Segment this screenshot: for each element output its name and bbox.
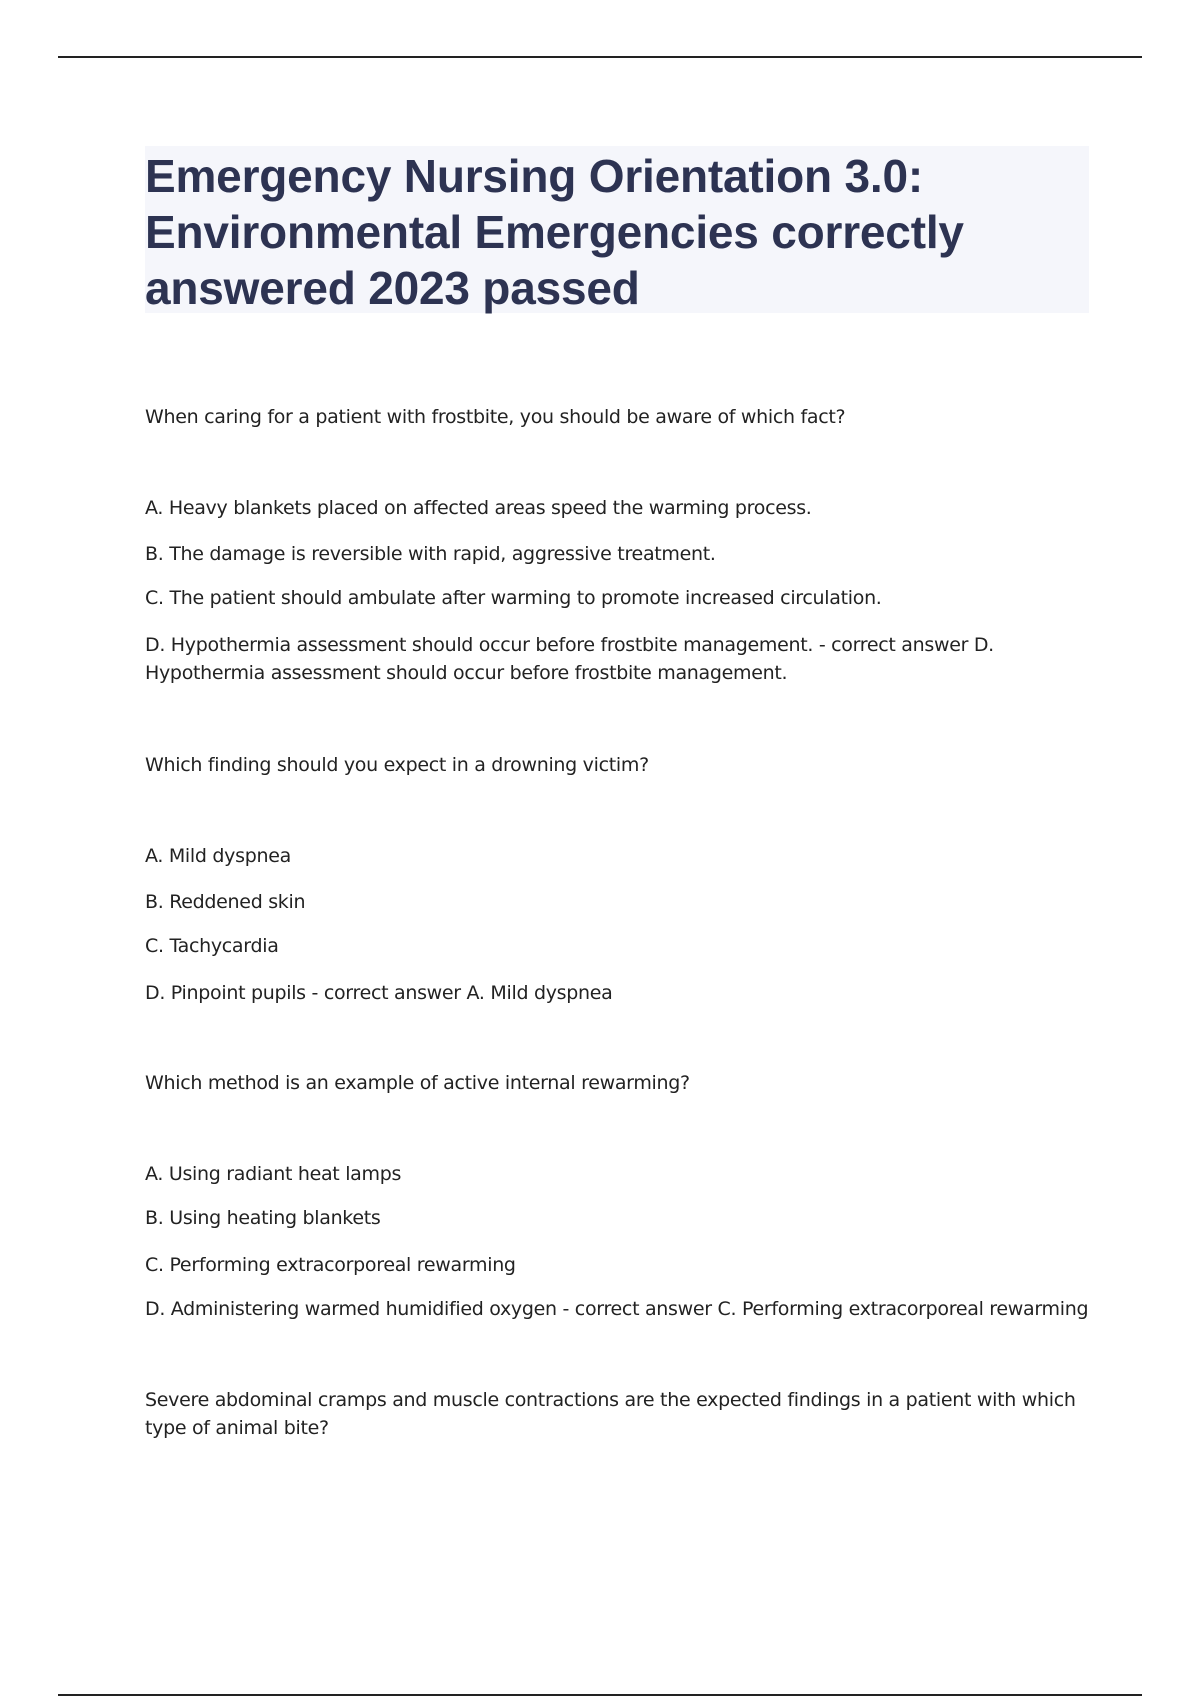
question-2-option-b: B. Reddened skin xyxy=(145,891,306,913)
question-2-option-d: D. Pinpoint pupils - correct answer A. Mild dyspnea xyxy=(145,982,613,1004)
bottom-rule xyxy=(58,1694,1142,1696)
question-4: Severe abdominal cramps and muscle contractions are the expected findings in a patient with which type of animal bite? xyxy=(145,1389,1076,1439)
question-2: Which finding should you expect in a drowning victim? xyxy=(145,754,649,776)
question-3-option-a: A. Using radiant heat lamps xyxy=(145,1163,402,1185)
question-1-option-b: B. The damage is reversible with rapid, aggressive treatment. xyxy=(145,543,716,565)
question-2-option-a: A. Mild dyspnea xyxy=(145,845,291,867)
question-3: Which method is an example of active internal rewarming? xyxy=(145,1072,690,1094)
question-1-option-d: D. Hypothermia assessment should occur before frostbite management. - correct answer D. Hypothermia assessment should occur before frostbite management. xyxy=(145,634,994,684)
title-box xyxy=(145,146,1089,313)
question-1-option-c: C. The patient should ambulate after warming to promote increased circulation. xyxy=(145,587,882,609)
question-3-option-c: C. Performing extracorporeal rewarming xyxy=(145,1254,516,1276)
question-3-option-b: B. Using heating blankets xyxy=(145,1207,381,1229)
top-rule xyxy=(58,56,1142,58)
question-1-option-a: A. Heavy blankets placed on affected areas speed the warming process. xyxy=(145,497,812,519)
document-title: Emergency Nursing Orientation 3.0: Environmental Emergencies correctly answered 2023 passed xyxy=(145,150,964,314)
question-1: When caring for a patient with frostbite, you should be aware of which fact? xyxy=(145,406,846,428)
question-2-option-c: C. Tachycardia xyxy=(145,935,279,957)
question-3-option-d: D. Administering warmed humidified oxygen - correct answer C. Performing extracorporeal rewarming xyxy=(145,1298,1089,1320)
